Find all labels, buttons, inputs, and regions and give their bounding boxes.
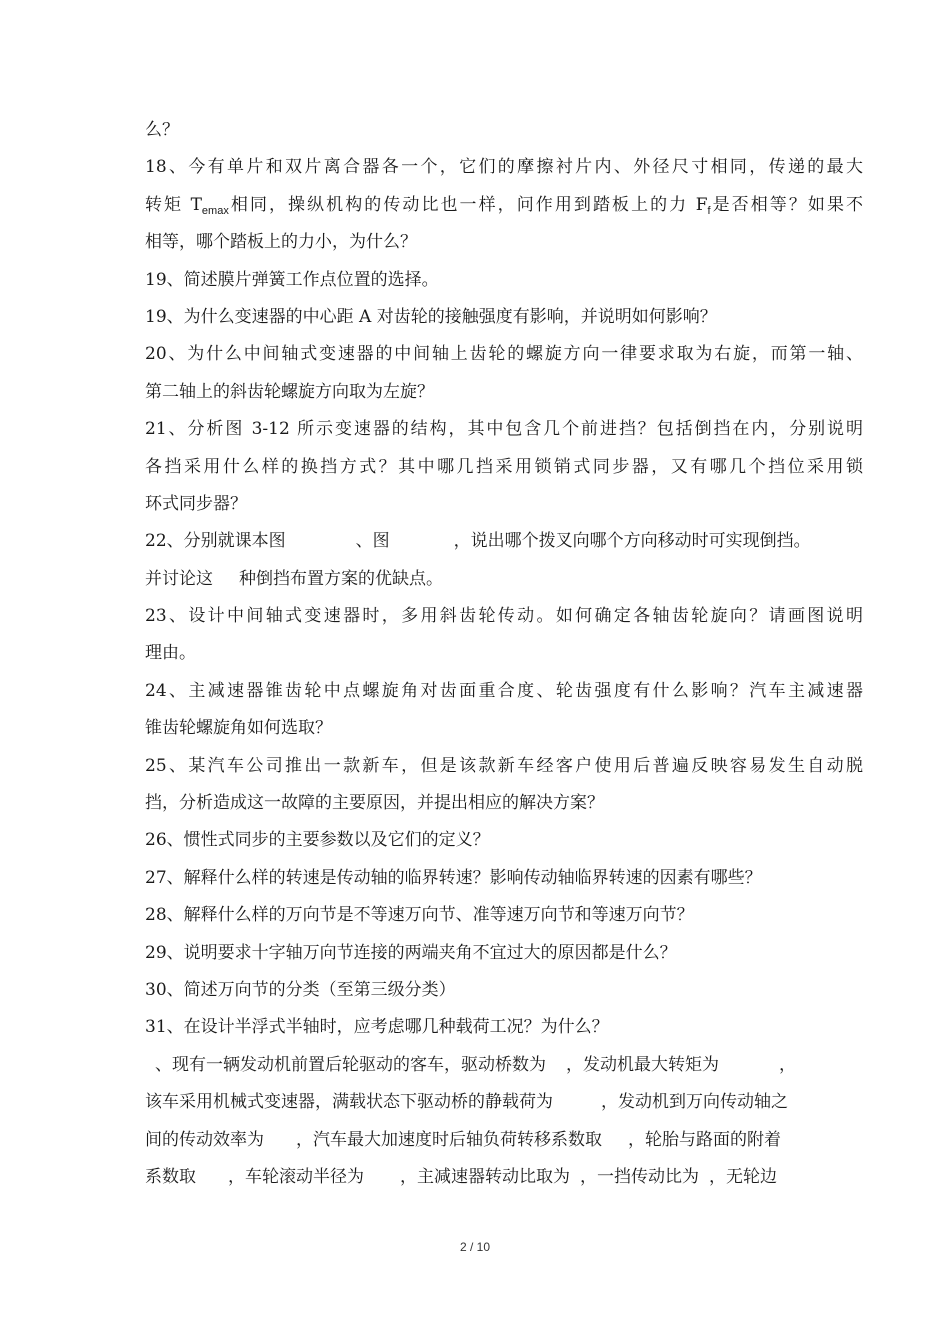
text-span: 转矩 T [145,194,202,215]
question-20-line: 20、为什么中间轴式变速器的中间轴上齿轮的螺旋方向一律要求取为右旋，而第一轴、 [145,344,863,365]
text-span: 系数取 [145,1166,196,1187]
text-span: ， [779,1054,796,1075]
question-20-line: 第二轴上的斜齿轮螺旋方向取为左旋？ [145,381,434,402]
question-22-line [145,561,863,598]
text-span: ，发动机到万向传动轴之 [601,1092,788,1113]
text-span: 、现有一辆发动机前置后轮驱动的客车，驱动桥数为 [155,1054,546,1075]
question-30-line: 30、简述万向节的分类（至第三级分类） [145,979,456,1000]
problem-line [145,1159,863,1196]
text-span: ，汽车最大加速度时后轴负荷转移系数取 [296,1129,602,1150]
text-span: ，无轮边 [709,1166,777,1187]
question-26-line: 26、惯性式同步的主要参数以及它们的定义？ [145,830,490,851]
question-29-line: 29、说明要求十字轴万向节连接的两端夹角不宜过大的原因都是什么？ [145,942,677,963]
text-span: ，主减速器转动比取为 [400,1166,570,1187]
question-31-line: 31、在设计半浮式半轴时，应考虑哪几种载荷工况？为什么？ [145,1017,609,1038]
text-span: ，说出哪个拨叉向哪个方向移动时可实现倒挡。 [453,531,811,552]
problem-line [145,1084,863,1121]
question-18-line: 相等，哪个踏板上的力小，为什么？ [145,232,417,253]
text-span: 、图 [355,531,390,552]
question-18-line: 18、今有单片和双片离合器各一个，它们的摩擦衬片内、外径尺寸相同，传递的最大 [145,157,863,178]
subscript-f: f [707,204,711,217]
text-span: 是否相等？如果不 [710,194,863,215]
question-21-line: 环式同步器？ [145,493,247,514]
text-span: 该车采用机械式变速器，满载状态下驱动桥的静载荷为 [145,1092,553,1113]
text-span: ，一挡传动比为 [580,1166,699,1187]
text-span: ，轮胎与路面的附着 [628,1129,781,1150]
problem-line [145,1122,863,1159]
problem-line [145,1047,863,1084]
question-24-line: 锥齿轮螺旋角如何选取？ [145,718,332,739]
question-21-line: 21、分析图 3-12 所示变速器的结构，其中包含几个前进挡？包括倒挡在内，分别说明 [145,419,863,440]
text-line: 么？ [145,120,179,140]
question-24-line: 24、主减速器锥齿轮中点螺旋角对齿面重合度、轮齿强度有什么影响？汽车主减速器 [145,680,863,701]
question-28-line: 28、解释什么样的万向节是不等速万向节、准等速万向节和等速万向节？ [145,905,694,926]
question-19-line: 19、简述膜片弹簧工作点位置的选择。 [145,269,439,290]
question-25-line: 挡，分析造成这一故障的主要原因，并提出相应的解决方案？ [145,793,604,814]
text-span: 并讨论这 [145,568,213,589]
text-span: ，发动机最大转矩为 [566,1054,719,1075]
question-19b-line: 19、为什么变速器的中心距 A 对齿轮的接触强度有影响，并说明如何影响？ [145,306,717,327]
question-25-line: 25、某汽车公司推出一款新车，但是该款新车经客户使用后普遍反映容易发生自动脱 [145,755,863,776]
question-list [145,112,863,1196]
question-18-line [145,187,863,224]
page-number: 2 / 10 [459,1240,491,1254]
text-span: 种倒挡布置方案的优缺点。 [239,568,443,589]
question-21-line: 各挡采用什么样的换挡方式？其中哪几挡采用锁销式同步器，又有哪几个挡位采用锁 [145,456,863,477]
question-27-line: 27、解释什么样的转速是传动轴的临界转速？影响传动轴临界转速的因素有哪些？ [145,867,762,888]
text-span: 间的传动效率为 [145,1129,264,1150]
text-span: ，车轮滚动半径为 [228,1166,364,1187]
question-23-line: 23、设计中间轴式变速器时，多用斜齿轮传动。如何确定各轴齿轮旋向？请画图说明 [145,606,863,627]
text-span: 22、分别就课本图 [145,531,286,552]
subscript-emax: emax [201,204,229,217]
question-23-line: 理由。 [145,643,196,664]
question-22-line [145,523,863,560]
text-span: 相同，操纵机构的传动比也一样，问作用到踏板上的力 F [228,194,708,215]
